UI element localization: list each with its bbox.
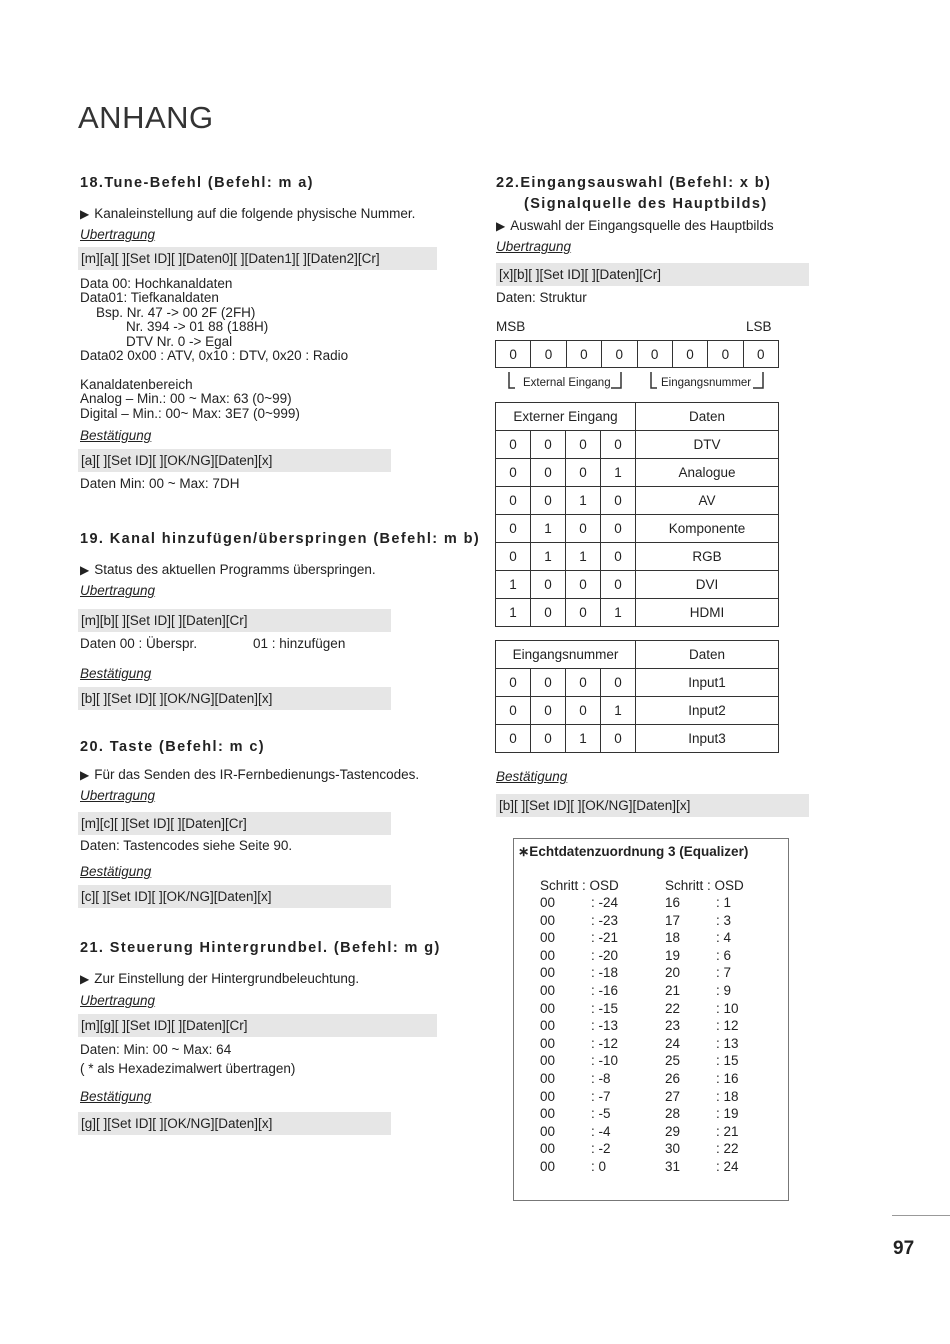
equalizer-step: 00 bbox=[540, 1088, 556, 1104]
ack-command: [g][ ][Set ID][ ][OK/NG][Daten][x] bbox=[78, 1112, 391, 1135]
bit-cell: 0 bbox=[530, 599, 565, 627]
tx-label: Ubertragung bbox=[80, 583, 156, 598]
data-line: Daten Min: 00 ~ Max: 7DH bbox=[80, 476, 240, 491]
equalizer-osd: : -15 bbox=[591, 1000, 619, 1016]
bit-cell: 0 bbox=[565, 431, 600, 459]
equalizer-osd: : 13 bbox=[716, 1035, 739, 1051]
equalizer-osd: : -7 bbox=[591, 1088, 611, 1104]
equalizer-osd: : 16 bbox=[716, 1070, 739, 1086]
page-title: ANHANG bbox=[78, 100, 214, 135]
equalizer-left-header: Schritt : OSD bbox=[540, 878, 619, 893]
bit-cell: 0 bbox=[566, 697, 601, 725]
equalizer-step: 00 bbox=[540, 1053, 556, 1069]
section-22-subheading: (Signalquelle des Hauptbilds) bbox=[524, 196, 768, 212]
equalizer-step: 00 bbox=[540, 1018, 556, 1034]
bit-structure bbox=[495, 340, 779, 368]
equalizer-osd: : 0 bbox=[591, 1158, 607, 1174]
data-cell: Input3 bbox=[636, 725, 779, 753]
equalizer-step: 00 bbox=[540, 895, 556, 910]
equalizer-osd: : 6 bbox=[716, 947, 732, 963]
bit-cell: 0 bbox=[672, 341, 707, 368]
bit-cell: 1 bbox=[496, 571, 531, 599]
bit-cell: 0 bbox=[600, 515, 635, 543]
ack-label: Bestätigung bbox=[80, 666, 152, 681]
range-line: Analog – Min.: 00 ~ Max: 63 (0~99) bbox=[80, 391, 292, 406]
bit-cell: 1 bbox=[565, 543, 600, 571]
msb-label: MSB bbox=[496, 319, 526, 334]
group-number-label: Eingangsnummer bbox=[661, 377, 752, 389]
equalizer-step: 23 bbox=[665, 1018, 681, 1034]
equalizer-osd: : -13 bbox=[591, 1018, 619, 1034]
equalizer-step: 20 bbox=[665, 965, 681, 981]
bit-cell: 0 bbox=[496, 543, 531, 571]
data-line: DTV Nr. 0 -> Egal bbox=[126, 334, 233, 349]
equalizer-osd: : -20 bbox=[591, 947, 619, 963]
tx-command: [m][b][ ][Set ID][ ][Daten][Cr] bbox=[78, 609, 391, 632]
table-row bbox=[496, 697, 779, 725]
bit-cell: 0 bbox=[531, 725, 566, 753]
bit-cell: 0 bbox=[531, 341, 566, 368]
data-cell: Input1 bbox=[636, 669, 779, 697]
ack-command: [c][ ][Set ID][ ][OK/NG][Daten][x] bbox=[78, 885, 391, 908]
bit-cell: 1 bbox=[530, 515, 565, 543]
ack-command: [b][ ][Set ID][ ][OK/NG][Daten][x] bbox=[78, 687, 391, 710]
data-line: Daten 00 : Überspr. bbox=[80, 636, 198, 651]
table-row bbox=[496, 431, 779, 459]
table-row bbox=[496, 669, 779, 697]
data-line: ( * als Hexadezimalwert übertragen) bbox=[80, 1061, 296, 1076]
equalizer-osd: : 19 bbox=[716, 1106, 739, 1122]
bracket-right-b bbox=[753, 372, 763, 388]
bit-cell: 0 bbox=[602, 341, 637, 368]
equalizer-step: 00 bbox=[540, 947, 556, 963]
bit-cell: 1 bbox=[601, 697, 636, 725]
input-number-table bbox=[495, 640, 779, 753]
bit-cell: 0 bbox=[600, 431, 635, 459]
section-20-desc bbox=[80, 767, 419, 783]
bit-cell: 1 bbox=[565, 487, 600, 515]
section-18-desc bbox=[80, 206, 415, 222]
equalizer-step: 00 bbox=[540, 1035, 556, 1051]
external-input-table bbox=[495, 402, 779, 627]
ack-label: Bestätigung bbox=[80, 1089, 152, 1104]
table-header: Externer Eingang bbox=[496, 403, 636, 431]
section-19-heading: 19. Kanal hinzufügen/überspringen (Befehl: m b) bbox=[80, 531, 481, 547]
tx-label: Ubertragung bbox=[80, 788, 156, 803]
equalizer-left-osd bbox=[591, 894, 618, 1176]
bit-cell: 0 bbox=[601, 669, 636, 697]
bit-cell: 0 bbox=[637, 341, 672, 368]
desc-text: Auswahl der Eingangsquelle des Hauptbilds bbox=[510, 218, 774, 233]
bracket-left-a bbox=[509, 372, 515, 388]
ack-label: Bestätigung bbox=[80, 428, 152, 443]
table-header: Daten bbox=[636, 641, 779, 669]
data-line: Daten: Min: 00 ~ Max: 64 bbox=[80, 1042, 232, 1057]
section-22-heading: 22.Eingangsauswahl (Befehl: x b) bbox=[496, 175, 772, 191]
data-cell: DTV bbox=[636, 431, 779, 459]
equalizer-step: 00 bbox=[540, 1123, 556, 1139]
data-cell: RGB bbox=[636, 543, 779, 571]
equalizer-osd: : 9 bbox=[716, 982, 732, 998]
equalizer-step: 00 bbox=[540, 965, 556, 981]
desc-text: Status des aktuellen Programms überspringen. bbox=[94, 562, 376, 577]
equalizer-step: 24 bbox=[665, 1035, 681, 1051]
page-number-rule bbox=[892, 1215, 950, 1216]
bit-cell: 1 bbox=[600, 599, 635, 627]
desc-text: Kanaleinstellung auf die folgende physische Nummer. bbox=[94, 206, 416, 221]
bit-cell: 0 bbox=[531, 669, 566, 697]
bracket-left-b bbox=[651, 372, 657, 388]
equalizer-step: 29 bbox=[665, 1123, 681, 1139]
bit-cell: 1 bbox=[566, 725, 601, 753]
bit-cell: 0 bbox=[496, 515, 531, 543]
table-row bbox=[496, 571, 779, 599]
bit-cell: 0 bbox=[496, 697, 531, 725]
group-external-label: External Eingang bbox=[523, 377, 611, 389]
equalizer-step: 00 bbox=[540, 1158, 556, 1174]
bit-cell: 0 bbox=[600, 543, 635, 571]
equalizer-left-steps bbox=[540, 894, 555, 1176]
table-header: Eingangsnummer bbox=[496, 641, 636, 669]
equalizer-osd: : -2 bbox=[591, 1141, 611, 1157]
equalizer-step: 00 bbox=[540, 912, 556, 928]
arrow-icon: ▶ bbox=[80, 563, 90, 577]
bit-cell: 0 bbox=[565, 515, 600, 543]
page-number: 97 bbox=[893, 1238, 915, 1259]
bit-cell: 0 bbox=[565, 571, 600, 599]
equalizer-step: 00 bbox=[540, 1070, 556, 1086]
equalizer-osd: : 3 bbox=[716, 912, 732, 928]
range-line: Kanaldatenbereich bbox=[80, 377, 193, 392]
tx-label: Ubertragung bbox=[80, 993, 156, 1008]
tx-label: Ubertragung bbox=[496, 239, 572, 254]
tx-command: [m][c][ ][Set ID][ ][Daten][Cr] bbox=[78, 812, 391, 835]
bit-cell: 0 bbox=[566, 341, 601, 368]
tx-label: Ubertragung bbox=[80, 227, 156, 242]
equalizer-right-header: Schritt : OSD bbox=[665, 878, 744, 893]
tx-command: [m][a][ ][Set ID][ ][Daten0][ ][Daten1][ ][Daten2][Cr] bbox=[78, 247, 437, 270]
data-cell: Input2 bbox=[636, 697, 779, 725]
ack-label: Bestätigung bbox=[496, 769, 568, 784]
equalizer-osd: : -8 bbox=[591, 1070, 611, 1086]
equalizer-osd: : -10 bbox=[591, 1053, 619, 1069]
equalizer-osd: : 24 bbox=[716, 1158, 739, 1174]
equalizer-step: 19 bbox=[665, 947, 681, 963]
bit-cell: 0 bbox=[743, 341, 778, 368]
desc-text: Für das Senden des IR-Fernbedienungs-Tastencodes. bbox=[94, 767, 420, 782]
bit-cell: 0 bbox=[565, 459, 600, 487]
equalizer-right-steps bbox=[665, 894, 680, 1176]
data-line: Nr. 394 -> 01 88 (188H) bbox=[126, 319, 269, 334]
struct-label: Daten: Struktur bbox=[496, 290, 587, 305]
equalizer-step: 00 bbox=[540, 930, 556, 946]
table-row bbox=[496, 515, 779, 543]
data-line: Data 00: Hochkanaldaten bbox=[80, 276, 233, 291]
bit-cell: 0 bbox=[496, 669, 531, 697]
bit-cell: 0 bbox=[530, 459, 565, 487]
equalizer-step: 21 bbox=[665, 982, 681, 998]
equalizer-step: 00 bbox=[540, 1000, 556, 1016]
equalizer-step: 28 bbox=[665, 1106, 681, 1122]
equalizer-osd: : -4 bbox=[591, 1123, 611, 1139]
tx-command: [x][b][ ][Set ID][ ][Daten][Cr] bbox=[496, 263, 809, 286]
equalizer-step: 16 bbox=[665, 895, 681, 910]
equalizer-osd: : 1 bbox=[716, 895, 732, 910]
equalizer-step: 26 bbox=[665, 1070, 681, 1086]
equalizer-mapping-box bbox=[513, 838, 789, 1201]
equalizer-osd: : -24 bbox=[591, 895, 619, 910]
equalizer-osd: : 18 bbox=[716, 1088, 739, 1104]
equalizer-step: 27 bbox=[665, 1088, 681, 1104]
bit-cell: 0 bbox=[496, 431, 531, 459]
ack-label: Bestätigung bbox=[80, 864, 152, 879]
section-18-heading: 18.Tune-Befehl (Befehl: m a) bbox=[80, 175, 314, 191]
ack-command: [b][ ][Set ID][ ][OK/NG][Daten][x] bbox=[496, 794, 809, 817]
bit-cell: 0 bbox=[496, 487, 531, 515]
arrow-icon: ▶ bbox=[80, 768, 90, 782]
equalizer-osd: : 10 bbox=[716, 1000, 739, 1016]
range-line: Digital – Min.: 00~ Max: 3E7 (0~999) bbox=[80, 406, 300, 421]
bit-cell: 1 bbox=[496, 599, 531, 627]
equalizer-step: 00 bbox=[540, 982, 556, 998]
table-row bbox=[496, 725, 779, 753]
equalizer-osd: : -23 bbox=[591, 912, 619, 928]
table-row bbox=[496, 459, 779, 487]
desc-text: Zur Einstellung der Hintergrundbeleuchtung. bbox=[94, 971, 360, 986]
bracket-right-a bbox=[611, 372, 621, 388]
data-line: 01 : hinzufügen bbox=[253, 636, 346, 651]
data-cell: HDMI bbox=[636, 599, 779, 627]
bit-cell: 0 bbox=[496, 725, 531, 753]
equalizer-osd: : 22 bbox=[716, 1141, 739, 1157]
bit-cell: 0 bbox=[600, 571, 635, 599]
equalizer-step: 22 bbox=[665, 1000, 681, 1016]
arrow-icon: ▶ bbox=[496, 219, 506, 233]
arrow-icon: ▶ bbox=[80, 207, 90, 221]
bit-cell: 0 bbox=[496, 459, 531, 487]
equalizer-step: 31 bbox=[665, 1158, 681, 1174]
tx-command: [m][g][ ][Set ID][ ][Daten][Cr] bbox=[78, 1014, 437, 1037]
data-line: Daten: Tastencodes siehe Seite 90. bbox=[80, 838, 293, 853]
bit-cell: 1 bbox=[600, 459, 635, 487]
equalizer-osd: : -12 bbox=[591, 1035, 619, 1051]
bit-cell: 0 bbox=[530, 571, 565, 599]
equalizer-osd: : -16 bbox=[591, 982, 619, 998]
equalizer-osd: : 4 bbox=[716, 930, 732, 946]
ack-command: [a][ ][Set ID][ ][OK/NG][Daten][x] bbox=[78, 449, 391, 472]
equalizer-osd: : 21 bbox=[716, 1123, 739, 1139]
equalizer-osd: : 15 bbox=[716, 1053, 739, 1069]
equalizer-osd: : -18 bbox=[591, 965, 619, 981]
equalizer-title: ∗Echtdatenzuordnung 3 (Equalizer) bbox=[518, 844, 749, 859]
bit-cell: 0 bbox=[530, 431, 565, 459]
section-22-desc bbox=[496, 218, 774, 234]
equalizer-osd: : -5 bbox=[591, 1106, 611, 1122]
equalizer-osd: : 7 bbox=[716, 965, 732, 981]
data-line: Data02 0x00 : ATV, 0x10 : DTV, 0x20 : Radio bbox=[80, 348, 349, 363]
equalizer-step: 30 bbox=[665, 1141, 681, 1157]
equalizer-right-osd bbox=[716, 894, 739, 1176]
bit-cell: 0 bbox=[565, 599, 600, 627]
bit-cell: 0 bbox=[601, 725, 636, 753]
bit-cell: 0 bbox=[530, 487, 565, 515]
table-row bbox=[496, 599, 779, 627]
equalizer-osd: : 12 bbox=[716, 1018, 739, 1034]
equalizer-step: 00 bbox=[540, 1141, 556, 1157]
data-line: Data01: Tiefkanaldaten bbox=[80, 290, 219, 305]
bit-cell: 1 bbox=[530, 543, 565, 571]
bit-cell: 0 bbox=[531, 697, 566, 725]
table-row bbox=[496, 543, 779, 571]
bit-cell: 0 bbox=[600, 487, 635, 515]
lsb-label: LSB bbox=[746, 319, 772, 334]
equalizer-step: 25 bbox=[665, 1053, 681, 1069]
data-cell: DVI bbox=[636, 571, 779, 599]
arrow-icon: ▶ bbox=[80, 972, 90, 986]
table-row bbox=[496, 487, 779, 515]
equalizer-step: 17 bbox=[665, 912, 681, 928]
section-19-desc bbox=[80, 562, 376, 578]
table-header: Daten bbox=[636, 403, 779, 431]
bit-cell: 0 bbox=[708, 341, 743, 368]
bit-cell: 0 bbox=[496, 341, 531, 368]
equalizer-step: 00 bbox=[540, 1106, 556, 1122]
section-21-heading: 21. Steuerung Hintergrundbel. (Befehl: m g) bbox=[80, 940, 441, 956]
data-line: Bsp. Nr. 47 -> 00 2F (2FH) bbox=[96, 305, 256, 320]
section-21-desc bbox=[80, 971, 359, 987]
data-cell: AV bbox=[636, 487, 779, 515]
data-cell: Analogue bbox=[636, 459, 779, 487]
equalizer-step: 18 bbox=[665, 930, 681, 946]
bit-cell: 0 bbox=[566, 669, 601, 697]
section-20-heading: 20. Taste (Befehl: m c) bbox=[80, 739, 266, 755]
data-cell: Komponente bbox=[636, 515, 779, 543]
equalizer-osd: : -21 bbox=[591, 930, 619, 946]
